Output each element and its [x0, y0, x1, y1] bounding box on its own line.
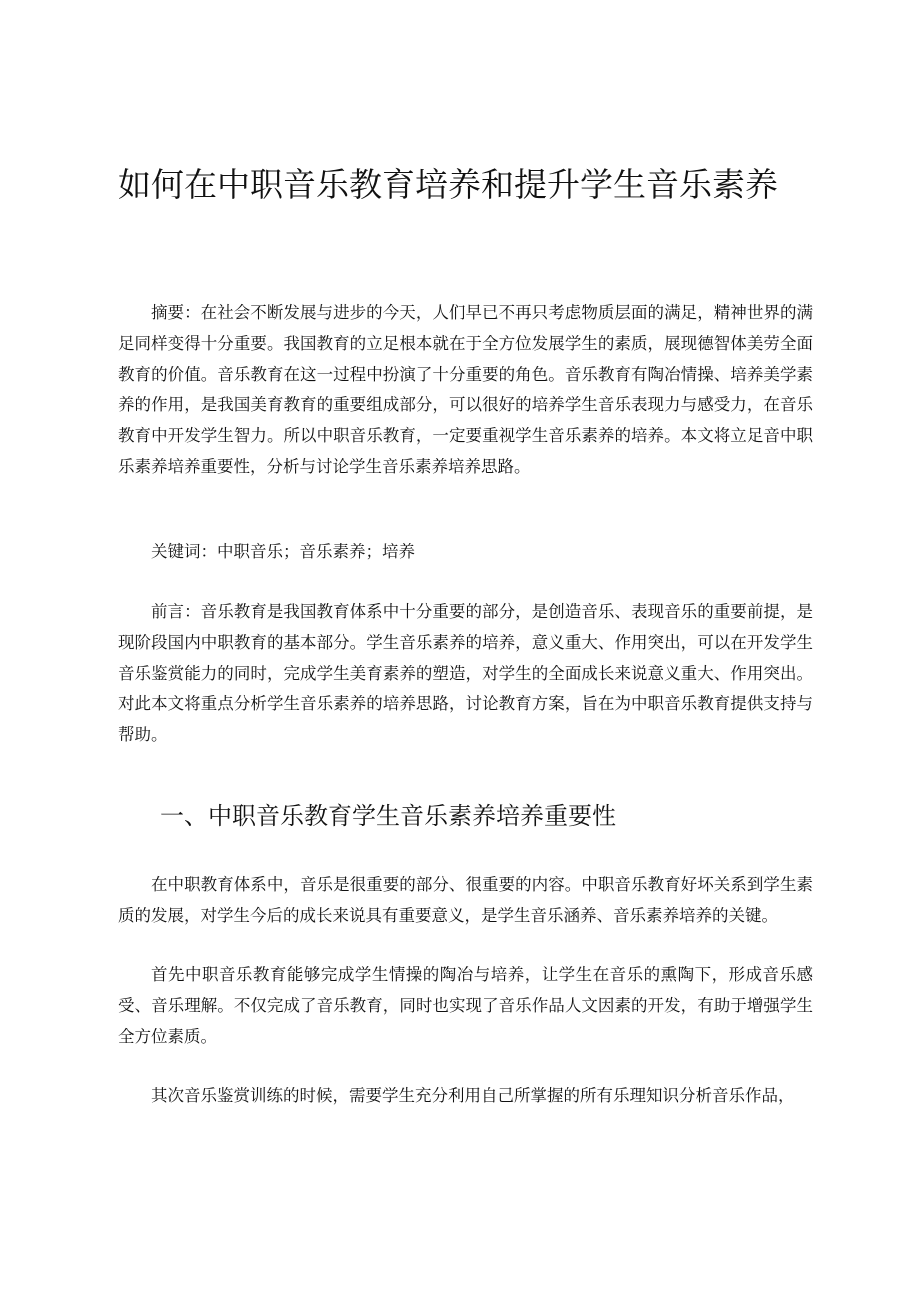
preface-paragraph: 前言：音乐教育是我国教育体系中十分重要的部分，是创造音乐、表现音乐的重要前提，是现阶段国内中职教育的基本部分。学生音乐素养的培养，意义重大、作用突出，可以在开发学生音乐鉴赏能力的同时，完成学生美育素养的塑造，对学生的全面成长来说意义重大、作用突出。对此本文将重点分析学生音乐素养的培养思路，讨论教育方案，旨在为中职音乐教育提供支持与帮助。 — [118, 602, 813, 745]
abstract-paragraph: 摘要：在社会不断发展与进步的今天，人们早已不再只考虑物质层面的满足，精神世界的满足同样变得十分重要。我国教育的立足根本就在于全方位发展学生的素质，展现德智体美劳全面教育的价值。音乐教育在这一过程中扮演了十分重要的角色。音乐教育有陶冶情操、培养美学素养的作用，是我国美育教育的重要组成部分，可以很好的培养学生音乐表现力与感受力，在音乐教育中开发学生智力。所以中职音乐教育，一定要重视学生音乐素养的培养。本文将立足音中职乐素养培养重要性，分析与讨论学生音乐素养培养思路。 — [118, 303, 813, 476]
document-title: 如何在中职音乐教育培养和提升学生音乐素养 — [118, 165, 778, 204]
section-heading: 一、中职音乐教育学生音乐素养培养重要性 — [160, 802, 616, 830]
section-paragraph: 首先中职音乐教育能够完成学生情操的陶冶与培养，让学生在音乐的熏陶下，形成音乐感受、音乐理解。不仅完成了音乐教育，同时也实现了音乐作品人文因素的开发，有助于增强学生全方位素质。 — [118, 965, 813, 1046]
section-paragraph: 在中职教育体系中，音乐是很重要的部分、很重要的内容。中职音乐教育好坏关系到学生素质的发展，对学生今后的成长来说具有重要意义，是学生音乐涵养、音乐素养培养的关键。 — [118, 875, 813, 925]
keywords-paragraph: 关键词：中职音乐；音乐素养；培养 — [151, 542, 415, 561]
section-paragraph: 其次音乐鉴赏训练的时候，需要学生充分利用自己所掌握的所有乐理知识分析音乐作品， — [151, 1086, 795, 1105]
